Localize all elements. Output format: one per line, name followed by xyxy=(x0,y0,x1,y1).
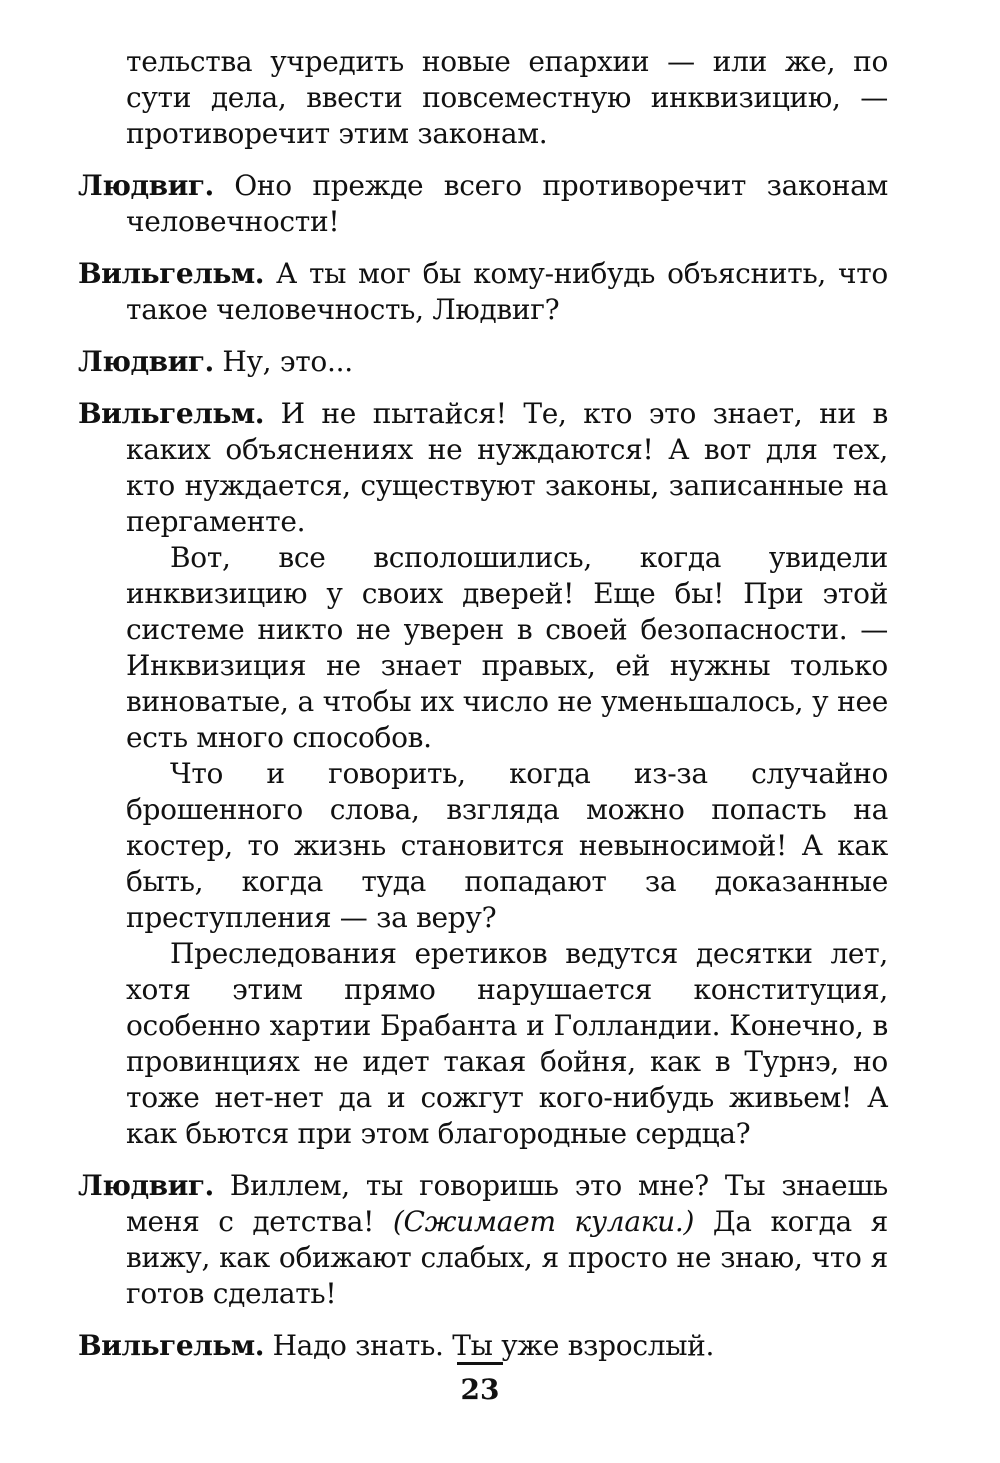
page-footer xyxy=(450,1362,510,1406)
footer-rule xyxy=(457,1362,503,1365)
page-body xyxy=(78,44,888,1380)
speaker-name: Вильгельм. xyxy=(78,257,264,290)
speaker-name: Вильгельм. xyxy=(78,1329,264,1362)
dialogue-line-ludwig-1 xyxy=(78,168,888,240)
continued-paragraph: Вот, все всполошились, когда увидели инквизицию у своих дверей! Еще бы! При этой системе никто не уверен в своей безопасности. — Инквизиция не знает правых, ей нужны только виноватые, а чтобы их число не уменьшалось, у нее есть много способов. xyxy=(126,541,888,754)
continued-paragraph: Преследования еретиков ведутся десятки лет, хотя этим прямо нарушается конституция, особенно хартии Брабанта и Голландии. Конечно, в провинциях не идет такая бойня, как в Турнэ, но тоже нет-нет да и сожгут кого-нибудь живьем! А как бьются при этом благородные сердца? xyxy=(126,937,888,1150)
dialogue-line-wilhelm-1 xyxy=(78,256,888,328)
dialogue-line-wilhelm-3 xyxy=(78,1328,888,1364)
dialogue-line-ludwig-2 xyxy=(78,344,888,380)
dialogue-text: Надо знать. Ты уже взрослый. xyxy=(263,1329,715,1362)
dialogue-text-after: Да когда я вижу, как обижают слабых, я просто не знаю, что я готов сделать! xyxy=(126,1205,889,1310)
dialogue-text: И не пытайся! Те, кто это знает, ни в каких объяснениях не нуждаются! А вот для тех, кто нуждается, существуют законы, записанные на пергаменте. xyxy=(126,397,888,538)
speaker-name: Людвиг. xyxy=(78,1169,214,1202)
page-number: 23 xyxy=(460,1373,500,1406)
speaker-name: Людвиг. xyxy=(78,169,214,202)
speaker-name: Вильгельм. xyxy=(78,397,264,430)
stage-direction: (Сжимает кулаки.) xyxy=(392,1205,695,1238)
speaker-name: Людвиг. xyxy=(78,345,214,378)
dialogue-text: Ну, это... xyxy=(213,345,353,378)
dialogue-text: Оно прежде всего противоречит законам человечности! xyxy=(126,169,888,238)
opening-paragraph xyxy=(78,44,888,152)
dialogue-text: Виллем, ты говоришь это мне? Ты знаешь меня с детства! xyxy=(126,1169,888,1238)
opening-text: тельства учредить новые епархии — или же, по сути дела, ввести повсеместную инквизицию, — противоречит этим законам. xyxy=(126,45,888,150)
dialogue-text: А ты мог бы кому-нибудь объяснить, что такое человечность, Людвиг? xyxy=(126,257,888,326)
dialogue-line-ludwig-3 xyxy=(78,1168,888,1312)
continued-paragraph: Что и говорить, когда из-за случайно брошенного слова, взгляда можно попасть на костер, то жизнь становится невыносимой! А как быть, когда туда попадают за доказанные преступления — за веру? xyxy=(126,757,888,934)
dialogue-line-wilhelm-2 xyxy=(78,396,888,1152)
